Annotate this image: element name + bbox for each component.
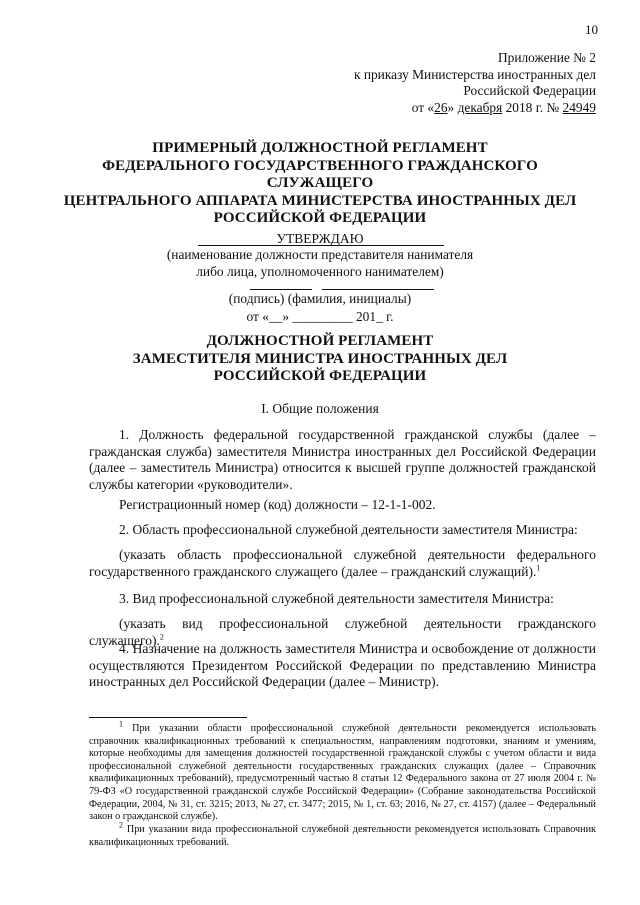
appendix-line-3: Российской Федерации <box>463 83 596 98</box>
date-year: 2018 г. № <box>502 99 563 115</box>
appendix-date-line <box>354 100 596 117</box>
position-note-line-1: (наименование должности представителя нанимателя <box>166 247 474 262</box>
regulation-title-line-2: ЗАМЕСТИТЕЛЯ МИНИСТРА ИНОСТРАННЫХ ДЕЛ <box>132 350 508 367</box>
position-note <box>150 247 490 280</box>
main-title-line-2: ФЕДЕРАЛЬНОГО ГОСУДАРСТВЕННОГО ГРАЖДАНСКОГО СЛУЖАЩЕГО <box>102 157 538 191</box>
footnote-ref-2: 2 <box>159 632 164 642</box>
main-title-line-4: РОССИЙСКОЙ ФЕДЕРАЦИИ <box>213 210 427 226</box>
paragraph-3: 3. Вид профессиональной служебной деятельности заместителя Министра: <box>119 591 554 606</box>
footnote-mark-1: 1 <box>119 719 123 729</box>
order-number: 24949 <box>562 99 596 115</box>
page-number: 10 <box>585 22 598 37</box>
regulation-title <box>60 333 580 386</box>
position-note-line-2: либо лица, уполномоченного нанимателем) <box>196 263 444 279</box>
date-month: декабря <box>457 99 503 115</box>
paragraph-2: 2. Область профессиональной служебной деятельности заместителя Министра: <box>119 522 578 537</box>
regulation-title-line-1: ДОЛЖНОСТНОЙ РЕГЛАМЕНТ <box>206 333 434 349</box>
paragraph-3-detail-text: (указать вид профессиональной служебной деятельности гражданского служащего). <box>89 616 596 648</box>
signature-blank-line <box>250 289 312 290</box>
main-title-line-1: ПРИМЕРНЫЙ ДОЛЖНОСТНОЙ РЕГЛАМЕНТ <box>152 140 488 156</box>
footnote-2 <box>89 820 597 849</box>
date-mid: » <box>447 99 458 115</box>
appendix-line-2: к приказу Министерства иностранных дел <box>353 66 596 82</box>
paragraph-4: 4. Назначение на должность заместителя Министра и освобождение от должности осуществляются Президентом Российской Федерации по представлению Министра иностранных дел Российской Федерации (далее – Министр). <box>89 641 596 690</box>
registration-number: Регистрационный номер (код) должности – 12-1-1-002. <box>119 497 436 512</box>
approval-heading: УТВЕРЖДАЮ <box>276 231 364 246</box>
position-blank-line <box>198 245 444 246</box>
name-blank-line <box>322 289 434 290</box>
section-heading: I. Общие положения <box>261 401 379 416</box>
date-prefix: от « <box>411 99 435 115</box>
main-title-line-3: ЦЕНТРАЛЬНОГО АППАРАТА МИНИСТЕРСТВА ИНОСТРАННЫХ ДЕЛ <box>63 192 577 209</box>
signature-note: (подпись) (фамилия, инициалы) <box>228 291 412 306</box>
date-day: 26 <box>434 99 448 115</box>
regulation-title-line-3: РОССИЙСКОЙ ФЕДЕРАЦИИ <box>213 368 427 384</box>
appendix-header <box>354 50 596 116</box>
approval-date-line: от «__» _________ 201_ г. <box>246 309 394 324</box>
main-title <box>60 140 580 228</box>
footnote-2-text: При указании вида профессиональной служебной деятельности рекомендуется использовать Справочник квалификационных требований. <box>89 824 597 848</box>
paragraph-2-detail-text: (указать область профессиональной служебной деятельности федерального государственного гражданского служащего (далее – гражданский служащий). <box>89 547 596 579</box>
footnote-mark-2: 2 <box>119 820 123 830</box>
footnote-1 <box>89 719 596 824</box>
footnote-ref-1: 1 <box>536 563 541 573</box>
appendix-line-1: Приложение № 2 <box>497 50 596 65</box>
paragraph-2-detail <box>89 547 596 580</box>
footnote-1-text: При указании области профессиональной служебной деятельности рекомендуется использовать справочник квалификационных требований к специальностям, направлениям подготовки, знаниям и умениям, которые необходимы для замещения должностей государственной гражданской службы с учетом области и вида профессиональной служебной деятельности государственных гражданских служащих (далее – Справочник квалификационных требований), предусмотренный частью 8 статьи 12 Федерального закона от 27 июля 2004 г. № 79-ФЗ «О государственной гражданской службе Российской Федерации» (Собрание законодательства Российской Федерации, 2004, № 31, ст. 3215; 2013, № 27, ст. 3477; 2015, № 1, ст. 63; 2016, № 27, ст. 4157) (далее – Федеральный закон о гражданской службе). <box>89 723 596 823</box>
footnote-separator <box>89 717 247 718</box>
paragraph-1: 1. Должность федеральной государственной гражданской службы (далее – гражданская служба) заместителя Министра иностранных дел Российской Федерации (далее – заместитель Министра) относится к высшей группе должностей гражданской службы категории «руководители». <box>89 427 596 492</box>
